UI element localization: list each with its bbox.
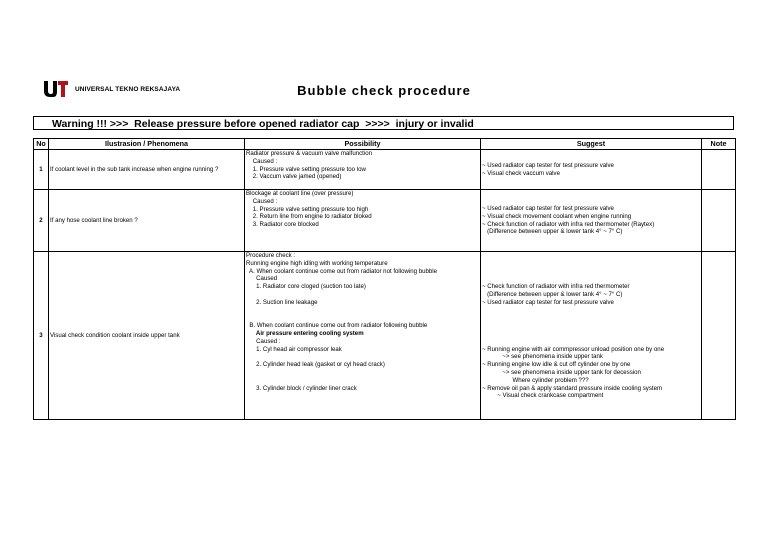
possibility-line [246, 377, 479, 385]
table-header-row [34, 139, 736, 150]
row-number: 1 [34, 150, 49, 190]
row-phenomena: If any hose coolant line broken ? [49, 190, 245, 252]
suggest-line: ~ Check function of radiator with infra red thermometer [482, 283, 630, 291]
suggest-line: ~ Remove oil pan & apply standard pressure inside cooling system [482, 384, 663, 392]
possibility-line: 2. Return line from engine to radiator bloked [246, 213, 372, 221]
row-number: 2 [34, 190, 49, 252]
possibility-line: 3. Cylinder block / cylinder liner crack [246, 384, 357, 392]
row-note [702, 150, 736, 190]
suggest-line: ~ Visual check crankcase compartment [482, 392, 604, 400]
possibility-line: 2. Suction line leakage [246, 298, 318, 306]
possibility-line: Blockage at coolant line (over pressure) [246, 190, 354, 197]
row-possibility [245, 190, 481, 252]
suggest-line: ~ Check function of radiator with infra red thermometer (Raytex) [482, 220, 655, 228]
possibility-line: 1. Radiator core cloged (suction too late) [246, 283, 366, 291]
possibility-line: 2. Vaccum valve jamed (opened) [246, 173, 342, 181]
row-suggest [481, 190, 702, 252]
possibility-line: 3. Radiator core blocked [246, 221, 319, 229]
warning-banner: Warning !!! >>> Release pressure before opened radiator cap >>>> injury or invalid [33, 116, 734, 130]
row-possibility [245, 252, 481, 420]
suggest-line: ~ Running engine low idle & cut off cylinder one by one [482, 361, 631, 369]
row-possibility [245, 150, 481, 190]
possibility-line [246, 369, 479, 377]
suggest-line: ~> see phenomena inside upper tank [482, 353, 603, 361]
possibility-line: 1. Cyl head air compressor leak [246, 345, 342, 353]
row-note [702, 190, 736, 252]
suggest-line [482, 330, 700, 338]
possibility-line: Running engine high idling with working temperature [246, 259, 388, 267]
suggest-line: ~ Visual check movement coolant when engine running [482, 212, 632, 220]
possibility-line: Radiator pressure & vacuum valve malfunction [246, 150, 372, 157]
possibility-line: Caused : [246, 197, 278, 205]
possibility-line: Procedure check : [246, 252, 296, 259]
company-name: UNIVERSAL TEKNO REKSAJAYA [75, 85, 181, 93]
possibility-line: Caused : [246, 337, 281, 345]
col-header-suggest: Suggest [481, 139, 702, 150]
col-header-no: No [34, 139, 49, 150]
table-row [34, 150, 736, 190]
suggest-line [482, 314, 700, 322]
col-header-phenomena: Ilustrasion / Phenomena [49, 139, 245, 150]
possibility-line [246, 353, 479, 361]
table-row [34, 190, 736, 252]
possibility-line: B. When coolant continue come out from radiator following bubble [246, 322, 428, 330]
suggest-line [482, 260, 700, 268]
possibility-line: Air pressure entering cooling system [246, 329, 364, 337]
possibility-line: 1. Pressure valve setting pressure too high [246, 205, 369, 213]
suggest-line: (Difference between upper & lower tank 4° ~ 7° C) [482, 290, 623, 298]
row-phenomena: Visual check condition coolant inside upper tank [49, 252, 245, 420]
suggest-line: ~ Running engine with air commpressor unload position one by one [482, 345, 665, 353]
suggest-line: ~> see phenomena inside upper tank for decession [482, 368, 641, 376]
col-header-note: Note [702, 139, 736, 150]
possibility-line [246, 307, 479, 315]
suggest-line [482, 322, 700, 330]
suggest-line: Where cylinder problem ??? [482, 376, 589, 384]
procedure-table [33, 138, 736, 420]
suggest-line: ~ Used radiator cap tester for test pressure valve [482, 161, 614, 169]
suggest-line: (Difference between upper & lower tank 4° ~ 7° C) [482, 228, 623, 236]
possibility-line: Caused : [246, 157, 278, 165]
row-suggest [481, 150, 702, 190]
row-phenomena: If coolant level in the sub tank increase when engine running ? [49, 150, 245, 190]
col-header-possibility: Possibility [245, 139, 481, 150]
possibility-line: A. When coolant continue come out from radiator not following bubble [246, 267, 438, 275]
suggest-line [482, 252, 700, 260]
page-title: Bubble check procedure [297, 83, 471, 98]
possibility-line: 2. Cylinder head leak (gasket or cyl head crack) [246, 361, 385, 369]
possibility-line [246, 291, 479, 299]
suggest-line: ~ Used radiator cap tester for test pressure valve [482, 298, 614, 306]
row-note [702, 252, 736, 420]
possibility-line: Caused [246, 275, 278, 283]
suggest-line [482, 275, 700, 283]
suggest-line [482, 268, 700, 276]
suggest-line [482, 307, 700, 315]
suggest-line: ~ Visual check vaccum valve [482, 169, 560, 177]
row-suggest [481, 252, 702, 420]
suggest-line: ~ Used radiator cap tester for test pressure valve [482, 204, 614, 212]
row-number: 3 [34, 252, 49, 420]
table-row [34, 252, 736, 420]
possibility-line [246, 314, 479, 322]
possibility-line: 1. Pressure valve setting pressure too low [246, 165, 366, 173]
suggest-line [482, 338, 700, 346]
